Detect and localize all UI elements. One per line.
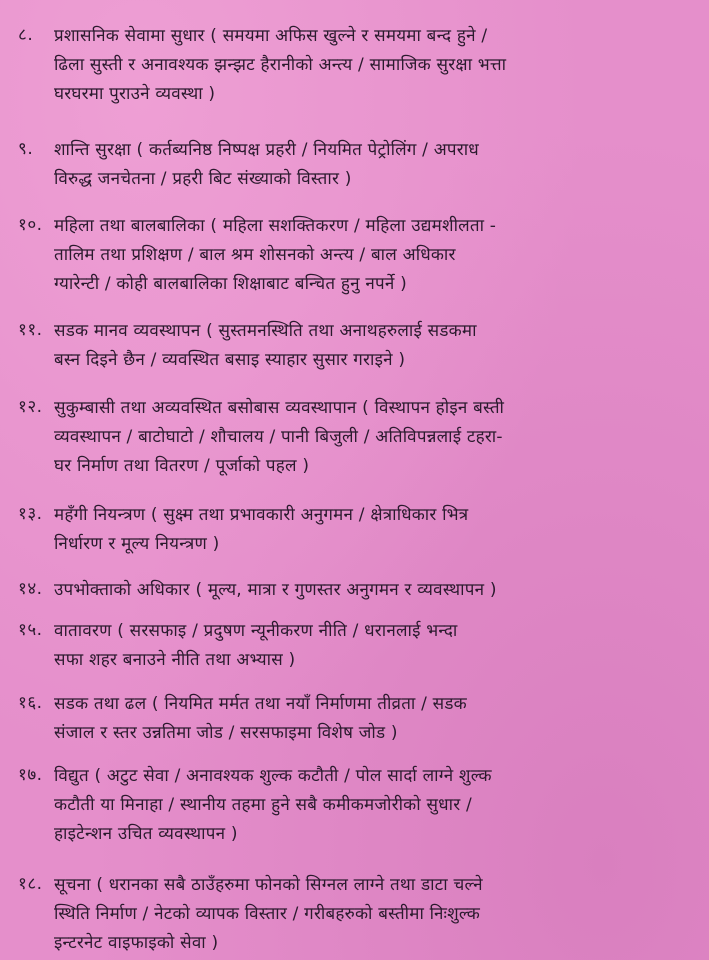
item-line: हाइटेन्शन उचित व्यवस्थापन ) (54, 824, 238, 844)
list-item-10 (18, 212, 496, 299)
item-line: सुकुम्बासी तथा अव्यवस्थित बसोबास व्यवस्थापान ( विस्थापन होइन बस्ती (54, 398, 505, 418)
list-item-18 (18, 871, 483, 958)
item-line: ढिला सुस्ती र अनावश्यक झन्झट हैरानीको अन्त्य / सामाजिक सुरक्षा भत्ता (54, 55, 507, 75)
item-line: सडक तथा ढल ( नियमित मर्मत तथा नयाँ निर्माणमा तीव्रता / सडक (54, 694, 467, 714)
item-line: शान्ति सुरक्षा ( कर्तब्यनिष्ठ निष्पक्ष प्रहरी / नियमित पेट्रोलिंग / अपराध (54, 140, 479, 160)
item-line: कटौती या मिनाहा / स्थानीय तहमा हुने सबै कमीकमजोरीको सुधार / (54, 795, 472, 815)
list-item-15 (18, 617, 457, 675)
item-line: घरघरमा पुराउने व्यवस्था ) (54, 84, 216, 104)
item-line: महँगी नियन्त्रण ( सुक्ष्म तथा प्रभावकारी अनुगमन / क्षेत्राधिकार भित्र (54, 505, 469, 525)
item-line: व्यवस्थापन / बाटोघाटो / शौचालय / पानी बिजुली / अतिविपन्नलाई टहरा- (54, 427, 503, 447)
item-line: बस्न दिइने छैन / व्यवस्थित बसाइ स्याहार सुसार गराइने ) (54, 350, 406, 370)
item-line: वातावरण ( सरसफाइ / प्रदुषण न्यूनीकरण नीति / धरानलाई भन्दा (54, 621, 458, 641)
item-line: संजाल र स्तर उन्नतिमा जोड / सरसफाइमा विशेष जोड ) (54, 723, 398, 743)
item-line: सफा शहर बनाउने नीति तथा अभ्यास ) (54, 650, 296, 670)
item-number: १५. (18, 620, 43, 640)
item-number: १३. (18, 504, 43, 524)
watermark-band (0, 563, 709, 579)
list-item-8 (18, 22, 506, 109)
list-item-16 (18, 690, 467, 748)
item-line: स्थिति निर्माण / नेटको व्यापक विस्तार / गरीबहरुको बस्तीमा निःशुल्क (54, 904, 481, 924)
item-number: १४. (18, 579, 43, 599)
list-item-17 (18, 762, 492, 849)
item-number: १७. (18, 765, 43, 785)
item-line: निर्धारण र मूल्य नियन्त्रण ) (54, 534, 220, 554)
item-line: तालिम तथा प्रशिक्षण / बाल श्रम शोसनको अन्त्य / बाल अधिकार (54, 245, 456, 265)
item-number: १२. (18, 397, 43, 417)
item-number: १०. (18, 215, 43, 235)
list-item-12 (18, 394, 504, 481)
item-line: विद्युत ( अटुट सेवा / अनावश्यक शुल्क कटौती / पोल सार्दा लाग्ने शुल्क (54, 766, 492, 786)
item-line: विरुद्ध जनचेतना / प्रहरी बिट संख्याको विस्तार ) (54, 169, 352, 189)
item-line: ग्यारेन्टी / कोही बालबालिका शिक्षाबाट बन्चित हुनु नपर्ने ) (54, 274, 407, 294)
item-line: महिला तथा बालबालिका ( महिला सशक्तिकरण / महिला उद्यमशीलता - (54, 216, 497, 236)
item-line: सडक मानव व्यवस्थापन ( सुस्तमनस्थिति तथा अनाथहरुलाई सडकमा (54, 321, 477, 341)
list-item-11 (18, 317, 477, 375)
item-number: ९. (18, 139, 34, 159)
list-item-14 (18, 576, 497, 605)
item-number: १८. (18, 874, 43, 894)
list-item-9 (18, 136, 479, 194)
item-number: १६. (18, 693, 43, 713)
item-line: घर निर्माण तथा वितरण / पूर्जाको पहल ) (54, 456, 310, 476)
item-number: ११. (18, 320, 43, 340)
list-item-13 (18, 501, 468, 559)
item-line: प्रशासनिक सेवामा सुधार ( समयमा अफिस खुल्ने र समयमा बन्द हुने / (54, 26, 488, 46)
document-page (18, 14, 693, 960)
item-line: उपभोक्ताको अधिकार ( मूल्य, मात्रा र गुणस्तर अनुगमन र व्यवस्थापन ) (54, 580, 497, 600)
item-number: ८. (18, 25, 34, 45)
item-line: इन्टरनेट वाइफाइको सेवा ) (54, 933, 219, 953)
item-line: सूचना ( धरानका सबै ठाउँहरुमा फोनको सिग्नल लाग्ने तथा डाटा चल्ने (54, 875, 483, 895)
